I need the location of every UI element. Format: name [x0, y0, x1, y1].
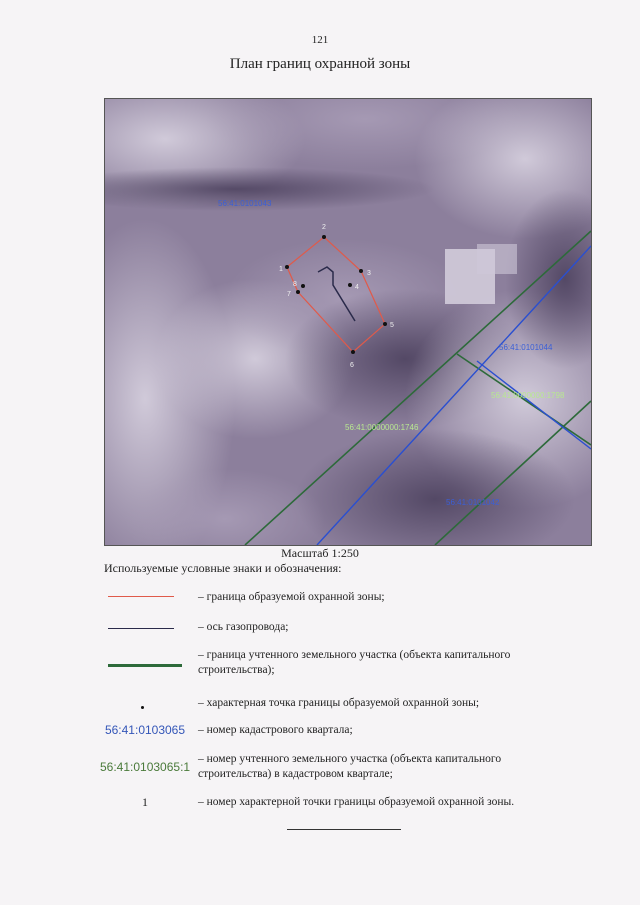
legend-item-quarter-number	[0, 723, 640, 753]
page-number: 121	[311, 34, 329, 46]
legend-desc: – номер характерной точки границы образуемой охранной зоны.	[198, 796, 515, 808]
legend-item-characteristic-point	[0, 696, 640, 726]
point-label: 7	[287, 291, 291, 298]
map-scale: Масштаб 1:250	[281, 546, 359, 560]
map-frame	[104, 98, 592, 546]
legend-desc: – характерная точка границы образуемой охранной зоны;	[198, 697, 480, 709]
parcel-label: 56:41:0000000:1746	[345, 423, 419, 432]
page-title: План границ охранной зоны	[229, 56, 411, 72]
parcel-number-sample: 56:41:0103065:1	[100, 760, 191, 774]
point-label: 2	[322, 224, 326, 231]
legend-desc: – граница образуемой охранной зоны;	[198, 591, 385, 603]
point-label: 3	[367, 270, 371, 277]
legend-item-parcel-number	[0, 752, 640, 786]
point-symbol	[141, 706, 144, 709]
quarter-label: 56:41:0101042	[446, 498, 500, 507]
quarter-number-sample: 56:41:0103065	[104, 723, 186, 737]
parcel-boundary-symbol	[108, 664, 182, 667]
point-number-sample: 1	[142, 795, 148, 809]
legend-desc: – номер кадастрового квартала;	[198, 724, 353, 736]
legend-desc: – номер учтенного земельного участка (объекта капитального строительства) в кадастровом квартале;	[198, 753, 502, 780]
point-label: 4	[355, 284, 359, 291]
point-label: 5	[390, 322, 394, 329]
quarter-label: 56:41:0101044	[499, 343, 553, 352]
footer-divider	[287, 829, 401, 830]
legend-desc: – ось газопровода;	[198, 621, 289, 633]
legend-item-parcel-boundary	[0, 648, 640, 682]
quarter-label: 56:41:0101043	[218, 199, 272, 208]
legend-title: Используемые условные знаки и обозначения:	[104, 561, 342, 575]
legend-item-gas-axis	[0, 620, 640, 650]
legend-item-point-number	[0, 795, 640, 825]
legend-item-zone-boundary	[0, 590, 640, 620]
point-label: 8	[293, 281, 297, 288]
point-label: 1	[279, 266, 283, 273]
parcel-label: 56:41:0000000:1798	[491, 391, 565, 400]
aerial-map	[105, 99, 591, 545]
zone-boundary-symbol	[108, 596, 174, 597]
gas-axis-symbol	[108, 628, 174, 629]
point-label: 6	[350, 362, 354, 369]
legend-desc: – граница учтенного земельного участка (объекта капитального строительства);	[198, 649, 511, 676]
